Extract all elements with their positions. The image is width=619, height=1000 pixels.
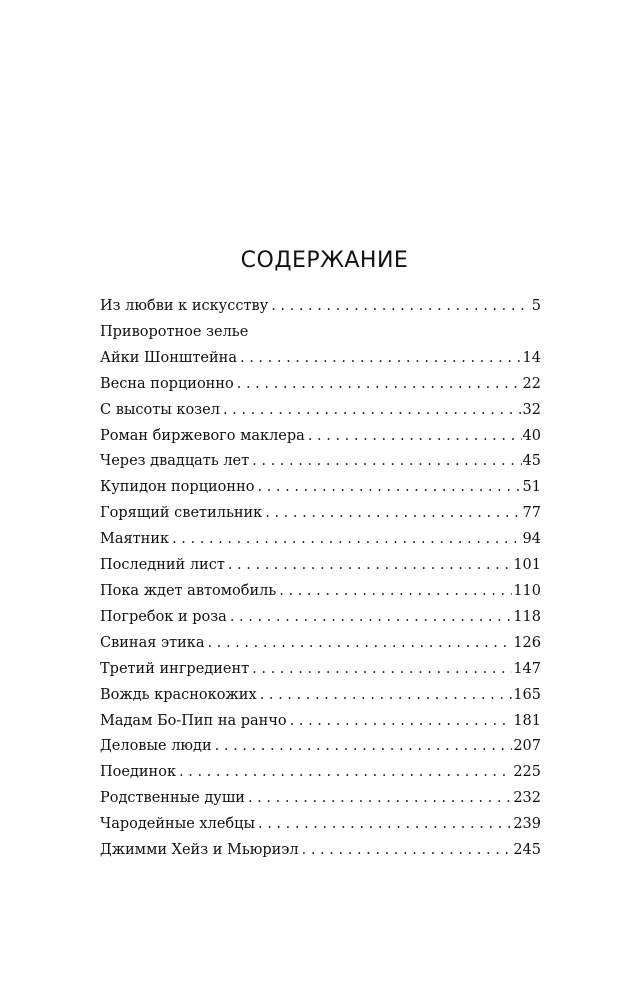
toc-entry-title: Маятник	[100, 531, 170, 548]
toc-entry	[100, 449, 541, 475]
toc-entry-title: Деловые люди	[100, 738, 212, 755]
toc-entry	[100, 398, 541, 424]
toc-entry-line	[100, 372, 541, 398]
toc-entry	[100, 605, 541, 631]
toc-entry-line	[100, 657, 541, 683]
toc-entry	[100, 657, 541, 683]
toc-entry-page-number: 110	[513, 582, 541, 599]
toc-entry	[100, 294, 541, 320]
toc-entry-title: Весна порционно	[100, 375, 234, 392]
toc-entry-page-number: 225	[513, 764, 541, 781]
dot-leader	[265, 501, 521, 527]
toc-entry-page-number: 232	[513, 790, 541, 807]
dot-leader	[240, 346, 522, 372]
toc-entry-line	[100, 605, 541, 631]
toc-entry-line	[100, 553, 541, 579]
toc-entry-title: Пока ждет автомобиль	[100, 582, 277, 599]
toc-entry-title: Роман биржевого маклера	[100, 427, 305, 444]
toc-entry-page-number: 94	[522, 531, 541, 548]
toc-entry	[100, 320, 541, 372]
toc-entry-title: Погребок и роза	[100, 608, 227, 625]
dot-leader	[290, 709, 513, 735]
dot-leader	[308, 424, 522, 450]
toc-entry-title: Последний лист	[100, 557, 225, 574]
toc-entry-line	[100, 838, 541, 864]
toc-entry-title: Мадам Бо-Пип на ранчо	[100, 712, 287, 729]
dot-leader	[302, 838, 513, 864]
dot-leader	[271, 294, 531, 320]
toc-entry	[100, 527, 541, 553]
toc-entry-page-number: 5	[531, 298, 541, 314]
toc-entry-line	[100, 734, 541, 760]
toc-entry-title-first-line: Приворотное зелье	[100, 323, 249, 340]
dot-leader	[179, 760, 512, 786]
table-of-contents	[100, 294, 541, 864]
toc-entry-title: Родственные души	[100, 790, 245, 807]
toc-entry	[100, 760, 541, 786]
dot-leader	[208, 631, 513, 657]
page-title: СОДЕРЖАНИЕ	[240, 248, 409, 273]
toc-entry-page-number: 147	[513, 660, 541, 677]
toc-entry-line	[100, 812, 541, 838]
dot-leader	[215, 734, 513, 760]
dot-leader	[257, 475, 521, 501]
toc-entry	[100, 683, 541, 709]
toc-entry-page-number: 45	[522, 453, 541, 470]
toc-entry-title: С высоты козел	[100, 401, 220, 418]
toc-entry	[100, 734, 541, 760]
toc-entry-page-number: 14	[522, 349, 541, 366]
dot-leader	[260, 683, 513, 709]
dot-leader	[252, 449, 521, 475]
toc-entry-line	[100, 709, 541, 735]
toc-entry	[100, 838, 541, 864]
toc-entry-page-number: 40	[522, 427, 541, 444]
dot-leader	[252, 657, 512, 683]
toc-entry-page-number: 77	[522, 505, 541, 522]
toc-entry	[100, 501, 541, 527]
toc-entry-line	[100, 786, 541, 812]
dot-leader	[172, 527, 521, 553]
toc-entry	[100, 709, 541, 735]
toc-entry-title: Айки Шонштейна	[100, 349, 237, 366]
toc-entry-page-number: 32	[522, 401, 541, 418]
toc-entry-line	[100, 760, 541, 786]
toc-entry-line	[100, 631, 541, 657]
toc-entry-line	[100, 501, 541, 527]
toc-entry-title: Поединок	[100, 764, 177, 781]
dot-leader	[223, 398, 522, 424]
toc-entry	[100, 424, 541, 450]
toc-entry-title: Третий ингредиент	[100, 660, 250, 677]
toc-entry-line	[100, 683, 541, 709]
toc-entry	[100, 475, 541, 501]
toc-entry-title: Купидон порционно	[100, 479, 255, 496]
toc-entry-line	[100, 398, 541, 424]
toc-entry-page-number: 181	[513, 712, 541, 729]
toc-entry	[100, 786, 541, 812]
dot-leader	[248, 786, 512, 812]
toc-entry-line	[100, 346, 541, 372]
toc-entry-page-number: 207	[513, 738, 541, 755]
toc-entry-line	[100, 579, 541, 605]
toc-entry-page-number: 51	[522, 479, 541, 496]
toc-entry-line	[100, 449, 541, 475]
dot-leader	[237, 372, 522, 398]
toc-entry-page-number: 165	[513, 686, 541, 703]
toc-entry-page-number: 118	[513, 608, 541, 625]
toc-entry-title: Джимми Хейз и Мьюриэл	[100, 842, 299, 859]
toc-entry-line	[100, 424, 541, 450]
dot-leader	[228, 553, 512, 579]
toc-entry	[100, 553, 541, 579]
toc-entry	[100, 812, 541, 838]
dot-leader	[230, 605, 513, 631]
toc-entry-title: Через двадцать лет	[100, 453, 250, 470]
toc-entry-line	[100, 527, 541, 553]
dot-leader	[279, 579, 512, 605]
toc-entry-title: Свиная этика	[100, 634, 205, 651]
dot-leader	[258, 812, 512, 838]
toc-entry	[100, 631, 541, 657]
toc-entry-page-number: 239	[513, 816, 541, 833]
toc-entry-page-number: 22	[522, 375, 541, 392]
toc-entry	[100, 579, 541, 605]
toc-entry-line	[100, 294, 541, 320]
toc-entry-title: Из любви к искусству	[100, 298, 269, 314]
toc-entry-page-number: 126	[513, 634, 541, 651]
toc-entry-page-number: 245	[513, 842, 541, 859]
toc-entry-page-number: 101	[513, 557, 541, 574]
toc-entry-line	[100, 475, 541, 501]
toc-entry	[100, 372, 541, 398]
toc-entry-title: Горящий светильник	[100, 505, 263, 522]
toc-entry-title: Вождь краснокожих	[100, 686, 257, 703]
toc-entry-title: Чародейные хлебцы	[100, 816, 255, 833]
